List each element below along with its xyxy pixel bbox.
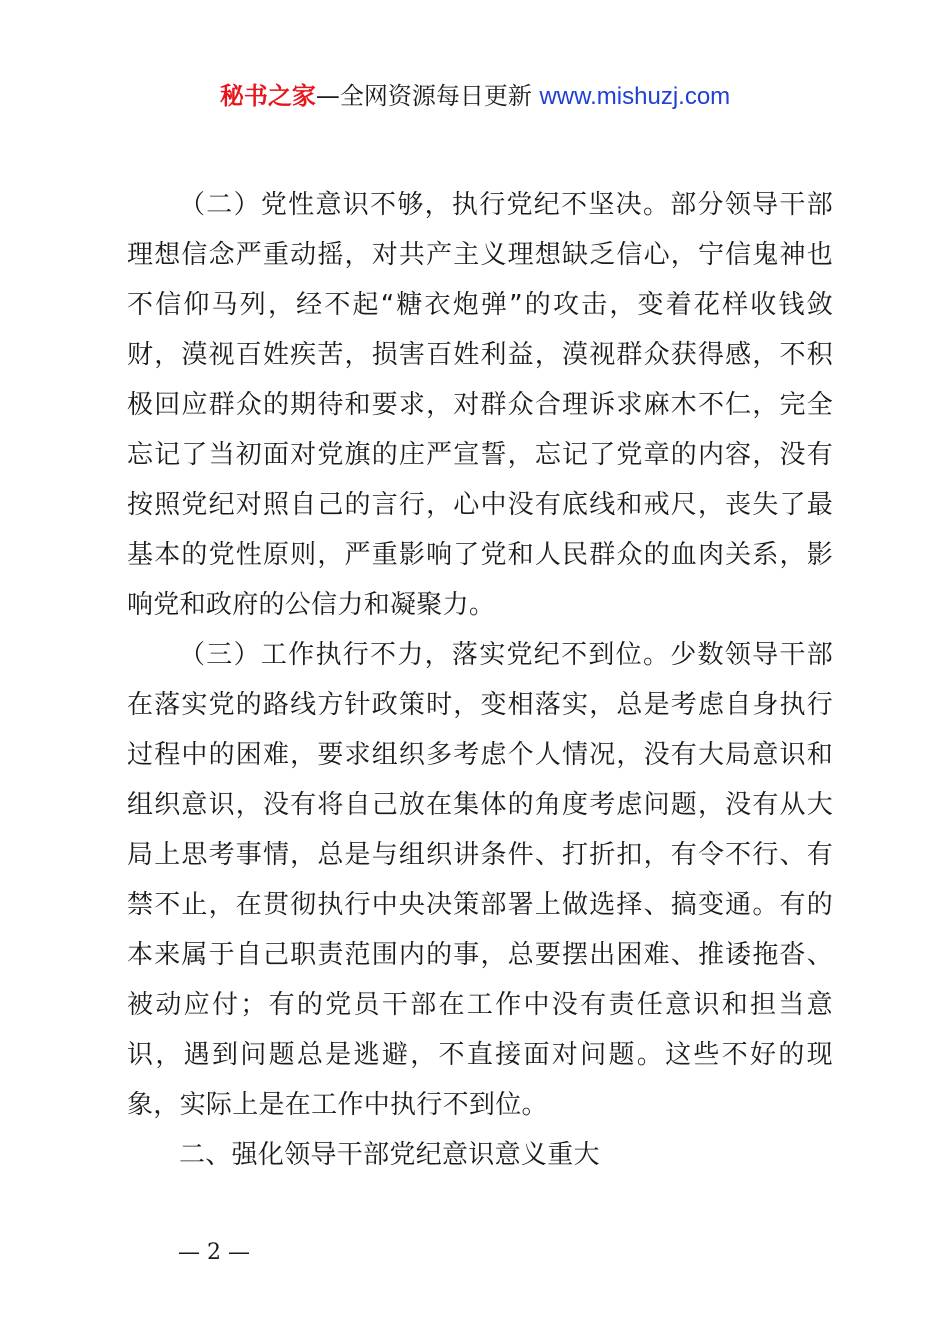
document-body xyxy=(127,180,833,1180)
paragraph-2: （二）党性意识不够，执行党纪不坚决。部分领导干部理想信念严重动摇，对共产主义理想缺乏信心，宁信鬼神也不信仰马列，经不起“糖衣炮弹”的攻击，变着花样收钱敛财，漠视百姓疾苦，损害百姓利益，漠视群众获得感，不积极回应群众的期待和要求，对群众合理诉求麻木不仁，完全忘记了当初面对党旗的庄严宣誓，忘记了党章的内容，没有按照党纪对照自己的言行，心中没有底线和戒尺，丧失了最基本的党性原则，严重影响了党和人民群众的血肉关系，影响党和政府的公信力和凝聚力。 xyxy=(127,190,833,620)
section-heading: 二、强化领导干部党纪意识意义重大 xyxy=(179,1140,600,1170)
header-tagline: —全网资源每日更新 xyxy=(315,82,532,110)
brand-name: 秘书之家 xyxy=(219,82,316,110)
page-number: — 2 — xyxy=(178,1240,250,1265)
paragraph-3: （三）工作执行不力，落实党纪不到位。少数领导干部在落实党的路线方针政策时，变相落实，总是考虑自身执行过程中的困难，要求组织多考虑个人情况，没有大局意识和组织意识，没有将自己放在集体的角度考虑问题，没有从大局上思考事情，总是与组织讲条件、打折扣，有令不行、有禁不止，在贯彻执行中央决策部署上做选择、搞变通。有的本来属于自己职责范围内的事，总要摆出困难、推诿拖沓、被动应付；有的党员干部在工作中没有责任意识和担当意识，遇到问题总是逃避，不直接面对问题。这些不好的现象，实际上是在工作中执行不到位。 xyxy=(127,640,833,1120)
header-url[interactable]: www.mishuzj.com xyxy=(539,83,731,110)
page-header xyxy=(0,80,950,113)
